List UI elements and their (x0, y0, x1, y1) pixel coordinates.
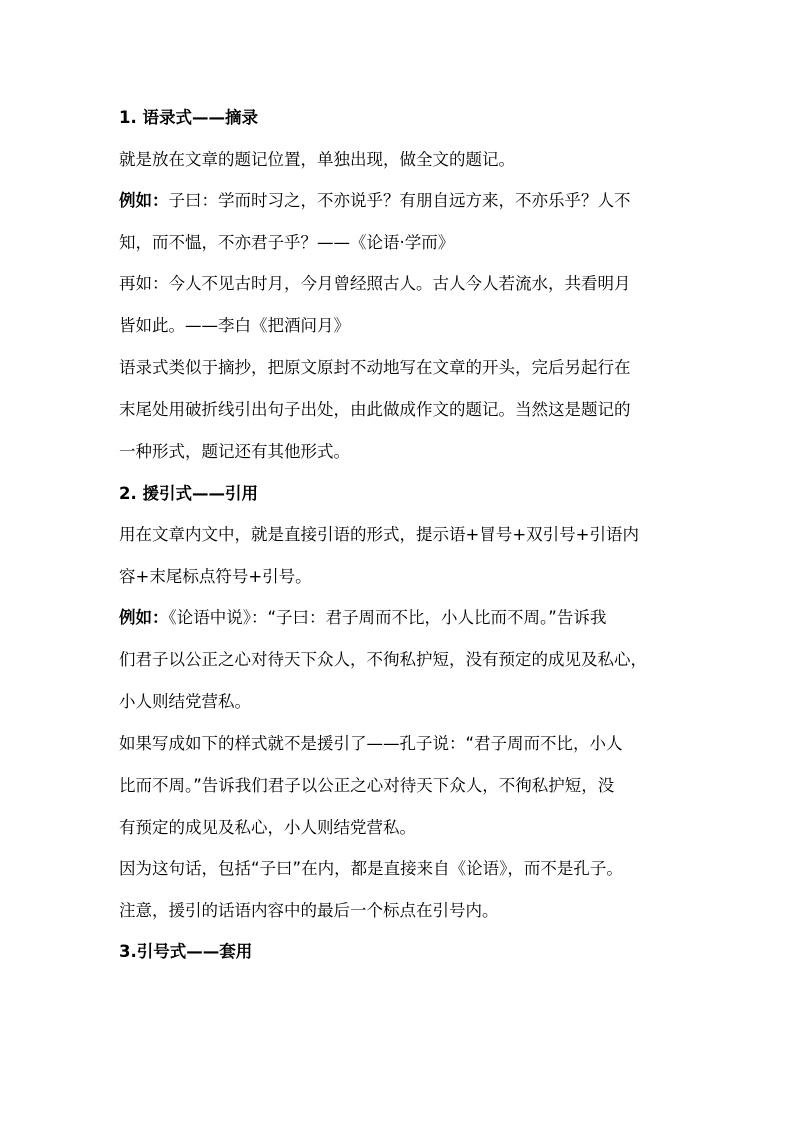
example-line: 们君子以公正之心对待天下众人，不徇私护短，没有预定的成见及私心， (119, 650, 647, 669)
example-line (119, 189, 679, 213)
section-heading-1: 1. 语录式——摘录 (119, 108, 258, 127)
paragraph-line: 因为这句话，包括“子曰”在内，都是直接来自《论语》，而不是孔子。 (119, 859, 623, 878)
paragraph-definition: 就是放在文章的题记位置，单独出现，做全文的题记。 (119, 150, 515, 169)
example-line: 小人则结党营私。 (119, 692, 251, 711)
paragraph-line: 容+末尾标点符号+引号。 (119, 567, 312, 586)
example-label: 例如： (119, 608, 169, 627)
paragraph-line: 用在文章内文中，就是直接引语的形式，提示语+冒号+双引号+引语内 (119, 525, 639, 544)
example-text: 《论语中说》：“子曰：君子周而不比，小人比而不周。”告诉我 (168, 608, 607, 627)
example-label: 例如： (119, 191, 169, 210)
paragraph-line: 比而不周。”告诉我们君子以公正之心对待天下众人，不徇私护短，没 (119, 776, 615, 795)
example-line: 皆如此。——李白《把酒问月》 (119, 316, 350, 335)
paragraph-line: 语录式类似于摘抄，把原文原封不动地写在文章的开头，完后另起行在 (119, 358, 631, 377)
example-line (119, 606, 679, 630)
section-heading-2: 2. 援引式——引用 (119, 484, 258, 503)
example-line: 再如：今人不见古时月，今月曾经照古人。古人今人若流水，共看明月 (119, 274, 631, 293)
example-text: 子曰：学而时习之，不亦说乎？有朋自远方来，不亦乐乎？人不 (168, 191, 631, 210)
paragraph-line: 一种形式，题记还有其他形式。 (119, 442, 350, 461)
paragraph-line: 注意，援引的话语内容中的最后一个标点在引号内。 (119, 901, 499, 920)
paragraph-line: 有预定的成见及私心，小人则结党营私。 (119, 818, 416, 837)
section-heading-3: 3.引号式——套用 (119, 942, 253, 961)
paragraph-line: 末尾处用破折线引出句子出处，由此做成作文的题记。当然这是题记的 (119, 400, 631, 419)
paragraph-line: 如果写成如下的样式就不是援引了——孔子说：“君子周而不比，小人 (119, 734, 623, 753)
example-line: 知，而不愠，不亦君子乎？——《论语·学而》 (119, 233, 455, 252)
